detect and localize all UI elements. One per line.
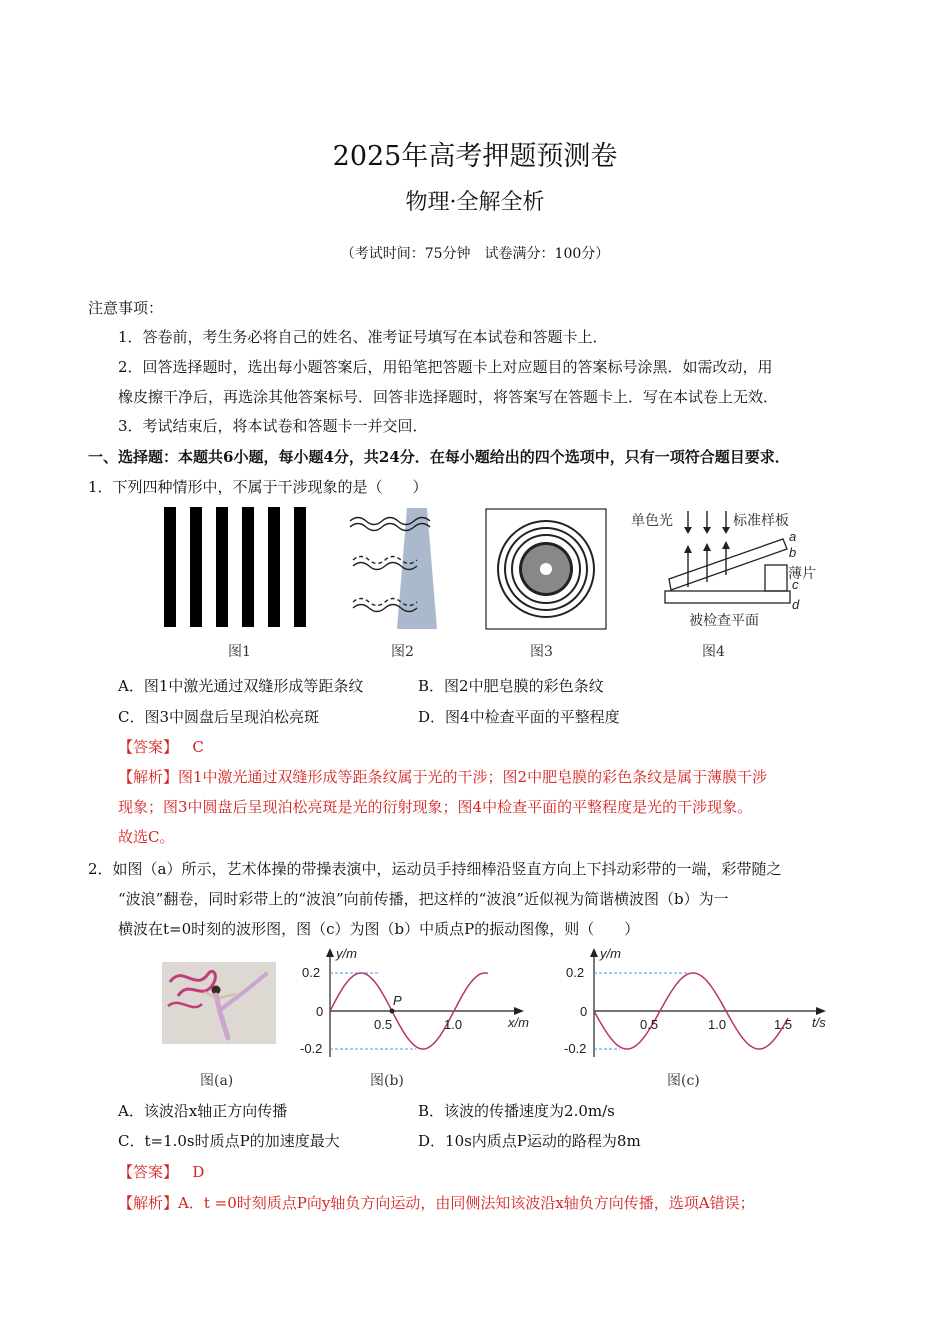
q2-option-b: B．该波的传播速度为2.0m/s <box>418 1102 615 1120</box>
fig4-surface-label: 被检查平面 <box>689 612 759 628</box>
q1-option-b: B．图2中肥皂膜的彩色条纹 <box>418 677 604 695</box>
q2-stem: 横波在t=0时刻的波形图，图（c）为图（b）中质点P的振动图像，则（ ） <box>118 920 640 938</box>
svg-text:y/m: y/m <box>336 946 357 961</box>
q2-caption-a: 图(a) <box>200 1073 234 1089</box>
q2-figure-c <box>562 945 837 1065</box>
svg-text:x/m: x/m <box>508 1015 529 1030</box>
q1-option-c: C．图3中圆盘后呈现泊松亮斑 <box>118 708 320 726</box>
svg-text:0.2: 0.2 <box>302 965 321 980</box>
q1-answer: 【答案】 C <box>118 738 204 756</box>
q1-figure-4 <box>625 505 830 635</box>
q2-caption-b: 图(b) <box>370 1073 404 1089</box>
notice-item: 橡皮擦干净后，再选涂其他答案标号．回答非选择题时，将答案写在答题卡上．写在本试卷上无效． <box>118 388 779 406</box>
q1-option-a: A．图1中激光通过双缝形成等距条纹 <box>118 677 364 695</box>
svg-text:d: d <box>792 597 800 612</box>
q1-option-d: D．图4中检查平面的平整程度 <box>418 708 620 726</box>
q1-caption-1: 图1 <box>228 644 251 660</box>
svg-text:0: 0 <box>316 1004 324 1019</box>
page-title: 2025年高考押题预测卷 <box>332 141 618 172</box>
svg-text:0.2: 0.2 <box>566 965 585 980</box>
q2-figure-a-photo <box>162 962 276 1044</box>
fig4-light-label: 单色光 <box>631 512 673 528</box>
q2-stem: 2．如图（a）所示，艺术体操的带操表演中，运动员手持细棒沿竖直方向上下抖动彩带的一端，彩带随之 <box>88 860 782 878</box>
svg-text:P: P <box>393 993 402 1008</box>
q1-caption-2: 图2 <box>391 644 414 660</box>
svg-text:0: 0 <box>580 1004 588 1019</box>
q1-stem: 1．下列四种情形中，不属于干涉现象的是（ ） <box>88 478 428 496</box>
q2-option-d: D．10s内质点P运动的路程为8m <box>418 1132 641 1150</box>
svg-text:b: b <box>789 545 797 560</box>
svg-text:y/m: y/m <box>600 946 621 961</box>
q2-answer: 【答案】 D <box>118 1163 205 1181</box>
q1-figure-2 <box>345 505 465 630</box>
fig4-plate-label: 标准样板 <box>733 512 789 528</box>
svg-text:0.5: 0.5 <box>374 1017 393 1032</box>
q2-figure-b <box>298 945 538 1065</box>
page-subtitle: 物理·全解全析 <box>405 190 545 215</box>
q1-figure-1 <box>160 505 320 630</box>
notice-item: 2．回答选择题时，选出每小题答案后，用铅笔把答题卡上对应题目的答案标号涂黑．如需改动，用 <box>118 358 773 376</box>
q1-analysis: 现象；图3中圆盘后呈现泊松亮斑是光的衍射现象；图4中检查平面的平整程度是光的干涉现象。 <box>118 798 753 816</box>
q1-figure-3 <box>485 508 610 633</box>
fig4-film-label: 薄片 <box>788 565 816 581</box>
svg-text:-0.2: -0.2 <box>300 1041 323 1056</box>
q2-option-a: A．该波沿x轴正方向传播 <box>118 1102 288 1120</box>
q1-analysis: 【解析】图1中激光通过双缝形成等距条纹属于光的干涉；图2中肥皂膜的彩色条纹是属于薄膜干涉 <box>118 768 768 786</box>
q2-option-c: C．t=1.0s时质点P的加速度最大 <box>118 1132 340 1150</box>
svg-text:a: a <box>789 529 797 544</box>
q2-analysis: 【解析】A．t =0时刻质点P向y轴负方向运动，由同侧法知该波沿x轴负方向传播，选项A错误； <box>118 1194 755 1212</box>
notice-item: 3．考试结束后，将本试卷和答题卡一并交回． <box>118 417 428 435</box>
svg-text:t/s: t/s <box>812 1015 826 1030</box>
svg-text:1.5: 1.5 <box>774 1017 793 1032</box>
q2-caption-c: 图(c) <box>667 1073 700 1089</box>
svg-text:-0.2: -0.2 <box>564 1041 587 1056</box>
q1-caption-3: 图3 <box>530 644 553 660</box>
q1-analysis: 故选C。 <box>118 828 175 846</box>
svg-text:1.0: 1.0 <box>444 1017 463 1032</box>
exam-meta: （考试时间：75分钟 试卷满分：100分） <box>340 246 610 262</box>
svg-text:1.0: 1.0 <box>708 1017 727 1032</box>
svg-text:c: c <box>792 577 799 592</box>
section-heading: 一、选择题：本题共6小题，每小题4分，共24分．在每小题给出的四个选项中，只有一项符合题目要求． <box>88 448 790 466</box>
notice-item: 1．答卷前，考生务必将自己的姓名、准考证号填写在本试卷和答题卡上． <box>118 328 608 346</box>
q1-caption-4: 图4 <box>702 644 725 660</box>
q2-stem: “波浪”翻卷，同时彩带上的“波浪”向前传播，把这样的“波浪”近似视为简谐横波图（b）为一 <box>118 890 729 908</box>
svg-text:0.5: 0.5 <box>640 1017 659 1032</box>
notice-heading: 注意事项： <box>88 299 164 317</box>
